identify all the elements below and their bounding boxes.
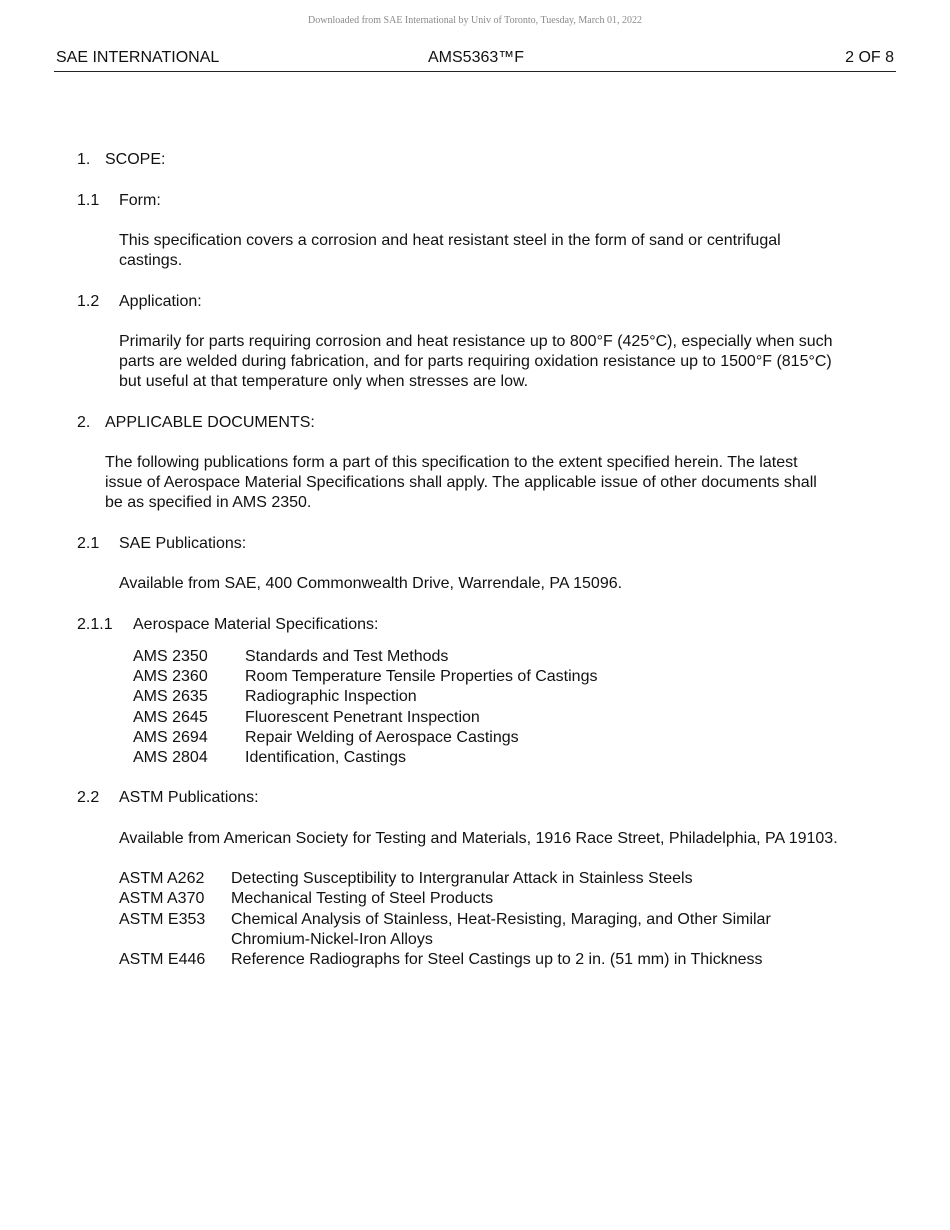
paragraph-line: but useful at that temperature only when stresses are low. bbox=[119, 373, 529, 391]
section-title: Aerospace Material Specifications: bbox=[133, 616, 379, 633]
reference-title: Room Temperature Tensile Properties of Castings bbox=[245, 668, 598, 685]
paragraph-line: The following publications form a part of this specification to the extent specified herein. The latest bbox=[105, 454, 798, 471]
reference-code: AMS 2694 bbox=[133, 729, 208, 746]
reference-code: ASTM A262 bbox=[119, 870, 205, 887]
section-title: Application: bbox=[119, 293, 202, 310]
section-number: 2.1.1 bbox=[77, 616, 113, 633]
reference-title: Reference Radiographs for Steel Castings up to 2 in. (51 mm) in Thickness bbox=[231, 951, 763, 968]
section-1-1-body bbox=[119, 231, 781, 271]
paragraph-line: Available from SAE, 400 Commonwealth Drive, Warrendale, PA 15096. bbox=[119, 575, 623, 592]
section-title: Form: bbox=[119, 192, 161, 209]
section-number: 1.2 bbox=[77, 293, 100, 310]
reference-title: Identification, Castings bbox=[245, 749, 406, 766]
paragraph-line: castings. bbox=[119, 252, 183, 270]
paragraph-line: be as specified in AMS 2350. bbox=[105, 494, 312, 512]
header-document-id: AMS5363™F bbox=[428, 49, 525, 66]
reference-code: AMS 2635 bbox=[133, 688, 208, 705]
paragraph-line: This specification covers a corrosion and heat resistant steel in the form of sand or centrifugal bbox=[119, 232, 781, 249]
reference-code: AMS 2804 bbox=[133, 749, 208, 766]
reference-title: Standards and Test Methods bbox=[245, 648, 449, 665]
header-divider bbox=[54, 71, 896, 72]
paragraph-line: Primarily for parts requiring corrosion and heat resistance up to 800°F (425°C), especially when such bbox=[119, 333, 833, 350]
page-header bbox=[56, 49, 894, 69]
reference-title: Repair Welding of Aerospace Castings bbox=[245, 729, 519, 746]
reference-title: Fluorescent Penetrant Inspection bbox=[245, 709, 480, 726]
section-2-1-body bbox=[119, 574, 622, 594]
header-page-number: 2 OF 8 bbox=[845, 49, 894, 66]
section-2-body bbox=[105, 453, 817, 514]
reference-title: Radiographic Inspection bbox=[245, 688, 417, 705]
header-organization: SAE INTERNATIONAL bbox=[56, 49, 220, 66]
reference-title: Chemical Analysis of Stainless, Heat-Resisting, Maraging, and Other Similar bbox=[231, 911, 771, 928]
section-number: 1. bbox=[77, 151, 91, 168]
section-title: SAE Publications: bbox=[119, 535, 247, 552]
reference-row-continuation bbox=[231, 930, 433, 950]
paragraph-line: issue of Aerospace Material Specifications shall apply. The applicable issue of other documents shall bbox=[105, 474, 817, 492]
reference-title: Detecting Susceptibility to Intergranular Attack in Stainless Steels bbox=[231, 870, 693, 887]
reference-code: AMS 2360 bbox=[133, 668, 208, 685]
section-number: 2.2 bbox=[77, 789, 100, 806]
paragraph-line: Available from American Society for Testing and Materials, 1916 Race Street, Philadelphia, PA 19103. bbox=[119, 830, 838, 847]
reference-code: ASTM A370 bbox=[119, 890, 205, 907]
reference-code: AMS 2350 bbox=[133, 648, 208, 665]
download-watermark: Downloaded from SAE International by Univ of Toronto, Tuesday, March 01, 2022 bbox=[308, 15, 642, 26]
paragraph-line: parts are welded during fabrication, and for parts requiring oxidation resistance up to 1500°F (815°C) bbox=[119, 353, 832, 371]
section-number: 1.1 bbox=[77, 192, 100, 209]
section-number: 2.1 bbox=[77, 535, 100, 552]
section-2-2-body bbox=[119, 829, 838, 849]
reference-code: AMS 2645 bbox=[133, 709, 208, 726]
section-number: 2. bbox=[77, 414, 91, 431]
section-title: SCOPE: bbox=[105, 151, 166, 168]
reference-code: ASTM E446 bbox=[119, 951, 206, 968]
reference-code: ASTM E353 bbox=[119, 911, 206, 928]
section-1-2-body bbox=[119, 332, 833, 393]
reference-title: Mechanical Testing of Steel Products bbox=[231, 890, 494, 907]
section-title: APPLICABLE DOCUMENTS: bbox=[105, 414, 315, 431]
section-title: ASTM Publications: bbox=[119, 789, 259, 806]
reference-title: Chromium-Nickel-Iron Alloys bbox=[231, 931, 433, 948]
